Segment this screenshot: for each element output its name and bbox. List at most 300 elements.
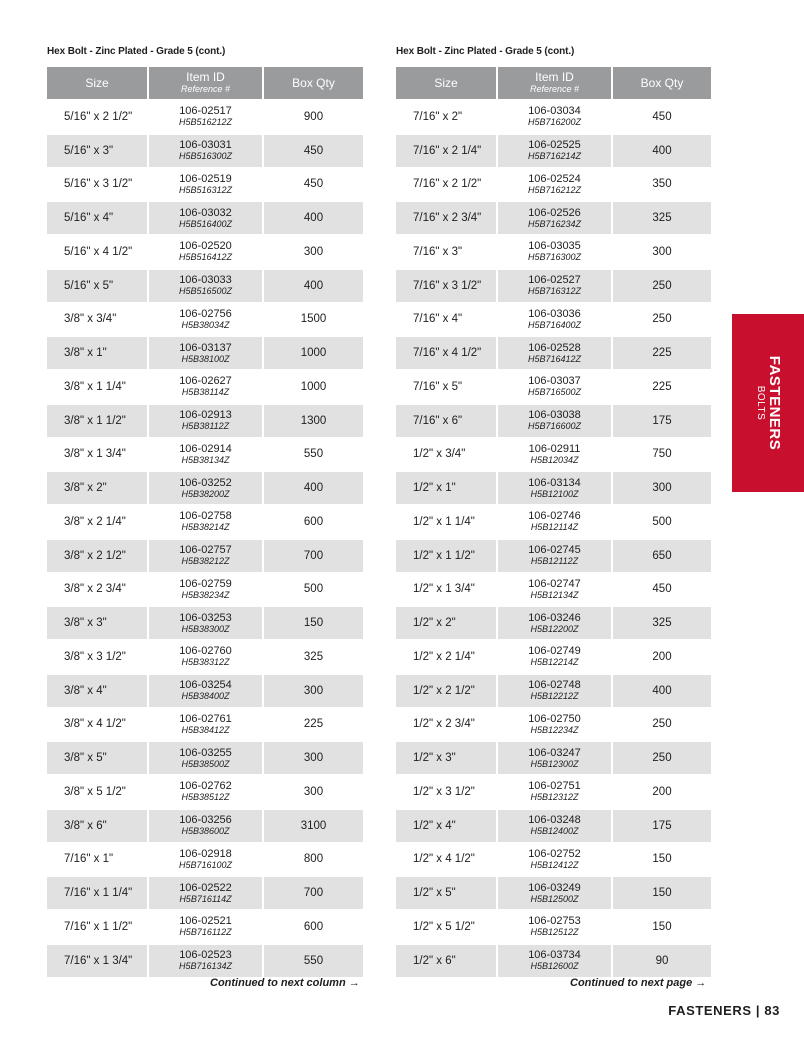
product-table [396,67,711,979]
table-header-row [47,67,363,101]
item-id-cell [149,101,264,135]
size-cell: 7/16" x 1 1/4" [47,877,149,911]
item-id-cell [149,135,264,169]
box-qty-cell: 350 [613,169,711,203]
size-cell: 7/16" x 3 1/2" [396,270,498,304]
box-qty-cell: 1000 [264,371,363,405]
table-row [396,439,711,473]
table-row [47,810,363,844]
item-id: 106-02519 [179,172,232,185]
size-cell: 1/2" x 5" [396,877,498,911]
item-id-cell [149,169,264,203]
item-id-cell [498,472,613,506]
table-row [396,877,711,911]
table-row [396,506,711,540]
box-qty-cell: 325 [613,607,711,641]
item-id: 106-02521 [179,915,232,928]
item-id-cell [498,506,613,540]
size-cell: 1/2" x 2 1/4" [396,641,498,675]
size-cell: 7/16" x 5" [396,371,498,405]
box-qty-cell: 250 [613,304,711,338]
size-cell: 3/8" x 3 1/2" [47,641,149,675]
reference-number: H5B38600Z [181,826,230,837]
item-id: 106-02914 [179,442,232,455]
reference-number: H5B12312Z [530,792,579,803]
box-qty-cell: 250 [613,709,711,743]
item-id: 106-03034 [528,105,581,118]
item-id-cell [498,945,613,979]
item-id: 106-02748 [528,679,581,692]
reference-number: H5B716500Z [527,387,582,398]
reference-number: H5B12134Z [530,589,579,600]
reference-number: H5B38500Z [181,758,230,769]
size-cell: 5/16" x 3" [47,135,149,169]
item-id: 106-02752 [528,847,581,860]
reference-number: H5B516400Z [178,218,233,229]
table-row [396,641,711,675]
table-row [396,810,711,844]
size-cell: 1/2" x 1 1/4" [396,506,498,540]
size-cell: 7/16" x 2 1/4" [396,135,498,169]
box-qty-cell: 250 [613,742,711,776]
header-size: Size [396,67,498,101]
item-id-cell [498,371,613,405]
reference-number: H5B716234Z [527,218,582,229]
item-id-cell [498,202,613,236]
size-cell: 3/8" x 1 3/4" [47,439,149,473]
item-id: 106-03246 [528,611,581,624]
section-tab-subtitle: BOLTS [755,385,766,421]
reference-number: H5B38300Z [181,623,230,634]
item-id: 106-02524 [528,172,581,185]
box-qty-cell: 450 [613,574,711,608]
item-id-cell [149,405,264,439]
box-qty-cell: 150 [613,844,711,878]
size-cell: 7/16" x 1" [47,844,149,878]
table-row [47,506,363,540]
table-row [47,709,363,743]
item-id: 106-03033 [179,274,232,287]
size-cell: 7/16" x 6" [396,405,498,439]
box-qty-cell: 600 [264,911,363,945]
item-id: 106-02627 [179,375,232,388]
reference-number: H5B38412Z [181,724,230,735]
size-cell: 3/8" x 2" [47,472,149,506]
reference-number: H5B12300Z [530,758,579,769]
item-id: 106-02758 [179,510,232,523]
continued-next-column-note: Continued to next column → [210,977,360,989]
reference-number: H5B12112Z [530,556,579,567]
box-qty-cell: 300 [613,472,711,506]
box-qty-cell: 450 [264,135,363,169]
table-row [396,202,711,236]
size-cell: 3/8" x 1 1/2" [47,405,149,439]
box-qty-cell: 300 [264,776,363,810]
item-id: 106-03031 [179,139,232,152]
table-row [396,776,711,810]
item-id: 106-03134 [528,476,581,489]
box-qty-cell: 550 [264,945,363,979]
reference-number: H5B716100Z [178,859,233,870]
reference-number: H5B516300Z [178,151,233,162]
item-id-cell [149,439,264,473]
size-cell: 3/8" x 1 1/4" [47,371,149,405]
product-table [47,67,363,979]
section-tab [732,314,804,492]
item-id-cell [498,337,613,371]
box-qty-cell: 225 [613,371,711,405]
reference-number: H5B38214Z [181,522,230,533]
item-id-cell [149,641,264,675]
item-id: 106-02749 [528,645,581,658]
header-item-id: Item ID Reference # [149,67,264,101]
size-cell: 1/2" x 2 3/4" [396,709,498,743]
table-row [47,270,363,304]
header-box-qty: Box Qty [613,67,711,101]
table-row [47,776,363,810]
table-row [47,439,363,473]
item-id: 106-03253 [179,611,232,624]
item-id-cell [149,709,264,743]
reference-number: H5B38212Z [181,556,230,567]
table-row [47,911,363,945]
item-id-cell [149,810,264,844]
item-id: 106-02913 [179,409,232,422]
reference-number: H5B12400Z [530,826,579,837]
item-id: 106-02527 [528,274,581,287]
item-id: 106-02520 [179,240,232,253]
item-id-cell [498,169,613,203]
item-id-cell [498,270,613,304]
size-cell: 1/2" x 4 1/2" [396,844,498,878]
table-row [396,709,711,743]
size-cell: 1/2" x 3 1/2" [396,776,498,810]
item-id-cell [149,506,264,540]
table-row [396,675,711,709]
box-qty-cell: 800 [264,844,363,878]
reference-number: H5B38034Z [181,319,230,330]
table-row [47,675,363,709]
box-qty-cell: 750 [613,439,711,473]
reference-number: H5B716112Z [179,927,232,938]
item-id-cell [498,709,613,743]
table-row [47,641,363,675]
table-row [396,169,711,203]
size-cell: 1/2" x 3" [396,742,498,776]
size-cell: 1/2" x 5 1/2" [396,911,498,945]
item-id: 106-02756 [179,307,232,320]
reference-number: H5B12412Z [530,859,579,870]
item-id-cell [149,607,264,641]
item-id: 106-02761 [179,712,232,725]
page-footer: FASTENERS | 83 [668,1003,780,1018]
item-id: 106-03248 [528,814,581,827]
item-id-cell [498,675,613,709]
size-cell: 7/16" x 2 1/2" [396,169,498,203]
reference-number: H5B38114Z [181,387,230,398]
table-row [396,945,711,979]
box-qty-cell: 900 [264,101,363,135]
size-cell: 1/2" x 1 1/2" [396,540,498,574]
item-id-cell [149,270,264,304]
item-id-cell [498,236,613,270]
item-id: 106-02918 [179,847,232,860]
reference-number: H5B38312Z [181,657,230,668]
size-cell: 3/8" x 2 3/4" [47,574,149,608]
table-row [47,169,363,203]
item-id: 106-02750 [528,712,581,725]
table-row [396,844,711,878]
item-id: 106-02525 [528,139,581,152]
size-cell: 3/8" x 1" [47,337,149,371]
item-id-cell [498,540,613,574]
size-cell: 3/8" x 2 1/4" [47,506,149,540]
item-id-cell [149,304,264,338]
item-id: 106-02759 [179,577,232,590]
box-qty-cell: 650 [613,540,711,574]
reference-number: H5B716600Z [527,421,582,432]
reference-number: H5B38234Z [181,589,230,600]
item-id: 106-02523 [179,949,232,962]
item-id-cell [498,304,613,338]
item-id-cell [149,911,264,945]
box-qty-cell: 1300 [264,405,363,439]
size-cell: 3/8" x 5" [47,742,149,776]
item-id: 106-03036 [528,307,581,320]
item-id-cell [149,540,264,574]
reference-number: H5B12100Z [530,488,579,499]
header-item-id: Item ID Reference # [498,67,613,101]
item-id-cell [498,810,613,844]
item-id-cell [498,405,613,439]
item-id-cell [498,641,613,675]
item-id: 106-03035 [528,240,581,253]
reference-number: H5B716214Z [527,151,582,162]
size-cell: 1/2" x 1" [396,472,498,506]
table-row [396,135,711,169]
size-cell: 3/8" x 6" [47,810,149,844]
size-cell: 7/16" x 2 3/4" [396,202,498,236]
table-row [47,202,363,236]
table-row [47,236,363,270]
right-column [396,46,711,979]
box-qty-cell: 250 [613,270,711,304]
box-qty-cell: 300 [264,675,363,709]
table-row [47,945,363,979]
item-id: 106-03137 [179,341,232,354]
item-id-cell [149,844,264,878]
reference-number: H5B38400Z [181,691,230,702]
size-cell: 5/16" x 2 1/2" [47,101,149,135]
table-row [47,472,363,506]
item-id-cell [498,742,613,776]
item-id: 106-03734 [528,949,581,962]
table-row [47,607,363,641]
box-qty-cell: 450 [613,101,711,135]
reference-number: H5B716400Z [527,319,582,330]
reference-number: H5B716412Z [527,353,582,364]
table-row [47,304,363,338]
box-qty-cell: 300 [264,742,363,776]
table-row [396,911,711,945]
table-row [396,236,711,270]
box-qty-cell: 700 [264,877,363,911]
reference-number: H5B12500Z [530,893,579,904]
size-cell: 1/2" x 1 3/4" [396,574,498,608]
item-id: 106-02522 [179,881,232,894]
box-qty-cell: 450 [264,169,363,203]
size-cell: 1/2" x 2" [396,607,498,641]
table-row [47,405,363,439]
table-row [396,337,711,371]
size-cell: 5/16" x 4 1/2" [47,236,149,270]
reference-number: H5B12114Z [530,522,579,533]
table-row [396,540,711,574]
size-cell: 7/16" x 4 1/2" [396,337,498,371]
box-qty-cell: 225 [264,709,363,743]
box-qty-cell: 700 [264,540,363,574]
size-cell: 3/8" x 5 1/2" [47,776,149,810]
table-row [47,540,363,574]
table-row [396,371,711,405]
item-id-cell [498,877,613,911]
box-qty-cell: 325 [264,641,363,675]
item-id: 106-03252 [179,476,232,489]
table-row [396,270,711,304]
item-id: 106-03037 [528,375,581,388]
size-cell: 7/16" x 2" [396,101,498,135]
box-qty-cell: 175 [613,810,711,844]
table-row [396,607,711,641]
item-id-cell [498,911,613,945]
section-title: Hex Bolt - Zinc Plated - Grade 5 (cont.) [47,46,226,57]
continued-next-page-note: Continued to next page → [570,977,707,989]
reference-number: H5B38512Z [181,792,230,803]
reference-number: H5B38134Z [181,454,230,465]
item-id-cell [498,776,613,810]
reference-number: H5B12214Z [530,657,579,668]
size-cell: 1/2" x 4" [396,810,498,844]
box-qty-cell: 500 [613,506,711,540]
box-qty-cell: 400 [264,472,363,506]
size-cell: 1/2" x 2 1/2" [396,675,498,709]
item-id-cell [149,877,264,911]
item-id: 106-03032 [179,206,232,219]
item-id: 106-02747 [528,577,581,590]
item-id-cell [498,574,613,608]
table-row [47,337,363,371]
table-row [47,844,363,878]
box-qty-cell: 300 [264,236,363,270]
box-qty-cell: 150 [264,607,363,641]
box-qty-cell: 1500 [264,304,363,338]
header-size: Size [47,67,149,101]
table-row [47,574,363,608]
item-id-cell [498,101,613,135]
size-cell: 7/16" x 4" [396,304,498,338]
reference-number: H5B12234Z [530,724,579,735]
item-id-cell [498,844,613,878]
reference-number: H5B716134Z [178,961,233,972]
table-row [396,574,711,608]
reference-number: H5B12212Z [530,691,579,702]
item-id: 106-03255 [179,746,232,759]
reference-number: H5B716312Z [527,286,582,297]
size-cell: 7/16" x 1 1/2" [47,911,149,945]
item-id: 106-02760 [179,645,232,658]
box-qty-cell: 400 [264,202,363,236]
table-row [396,101,711,135]
size-cell: 1/2" x 3/4" [396,439,498,473]
size-cell: 3/8" x 4" [47,675,149,709]
left-column [47,46,363,979]
box-qty-cell: 600 [264,506,363,540]
box-qty-cell: 150 [613,877,711,911]
reference-number: H5B38100Z [181,353,230,364]
item-id: 106-02751 [528,780,581,793]
item-id-cell [149,776,264,810]
box-qty-cell: 325 [613,202,711,236]
item-id: 106-02746 [528,510,581,523]
item-id: 106-03038 [528,409,581,422]
table-row [47,101,363,135]
box-qty-cell: 550 [264,439,363,473]
item-id: 106-03249 [528,881,581,894]
reference-number: H5B38200Z [181,488,230,499]
reference-number: H5B12512Z [530,927,579,938]
reference-number: H5B716212Z [527,184,582,195]
item-id-cell [149,574,264,608]
item-id: 106-02762 [179,780,232,793]
box-qty-cell: 90 [613,945,711,979]
item-id-cell [498,439,613,473]
size-cell: 3/8" x 4 1/2" [47,709,149,743]
reference-number: H5B516412Z [178,252,233,263]
size-cell: 5/16" x 3 1/2" [47,169,149,203]
table-row [396,742,711,776]
item-id: 106-02757 [179,544,232,557]
reference-number: H5B12600Z [530,961,579,972]
box-qty-cell: 3100 [264,810,363,844]
table-row [47,877,363,911]
item-id: 106-02753 [528,915,581,928]
size-cell: 3/8" x 3" [47,607,149,641]
item-id-cell [149,371,264,405]
reference-number: H5B716200Z [527,117,582,128]
reference-number: H5B12200Z [530,623,579,634]
box-qty-cell: 225 [613,337,711,371]
item-id-cell [149,202,264,236]
box-qty-cell: 200 [613,641,711,675]
size-cell: 5/16" x 4" [47,202,149,236]
size-cell: 1/2" x 6" [396,945,498,979]
item-id: 106-02745 [528,544,581,557]
item-id-cell [149,742,264,776]
header-box-qty: Box Qty [264,67,363,101]
item-id-cell [149,337,264,371]
table-row [47,742,363,776]
table-header-row [396,67,711,101]
reference-number: H5B516500Z [178,286,233,297]
item-id: 106-02526 [528,206,581,219]
item-id: 106-02911 [528,442,581,455]
table-body [396,101,711,979]
box-qty-cell: 200 [613,776,711,810]
box-qty-cell: 400 [613,135,711,169]
size-cell: 7/16" x 3" [396,236,498,270]
size-cell: 7/16" x 1 3/4" [47,945,149,979]
table-row [47,371,363,405]
